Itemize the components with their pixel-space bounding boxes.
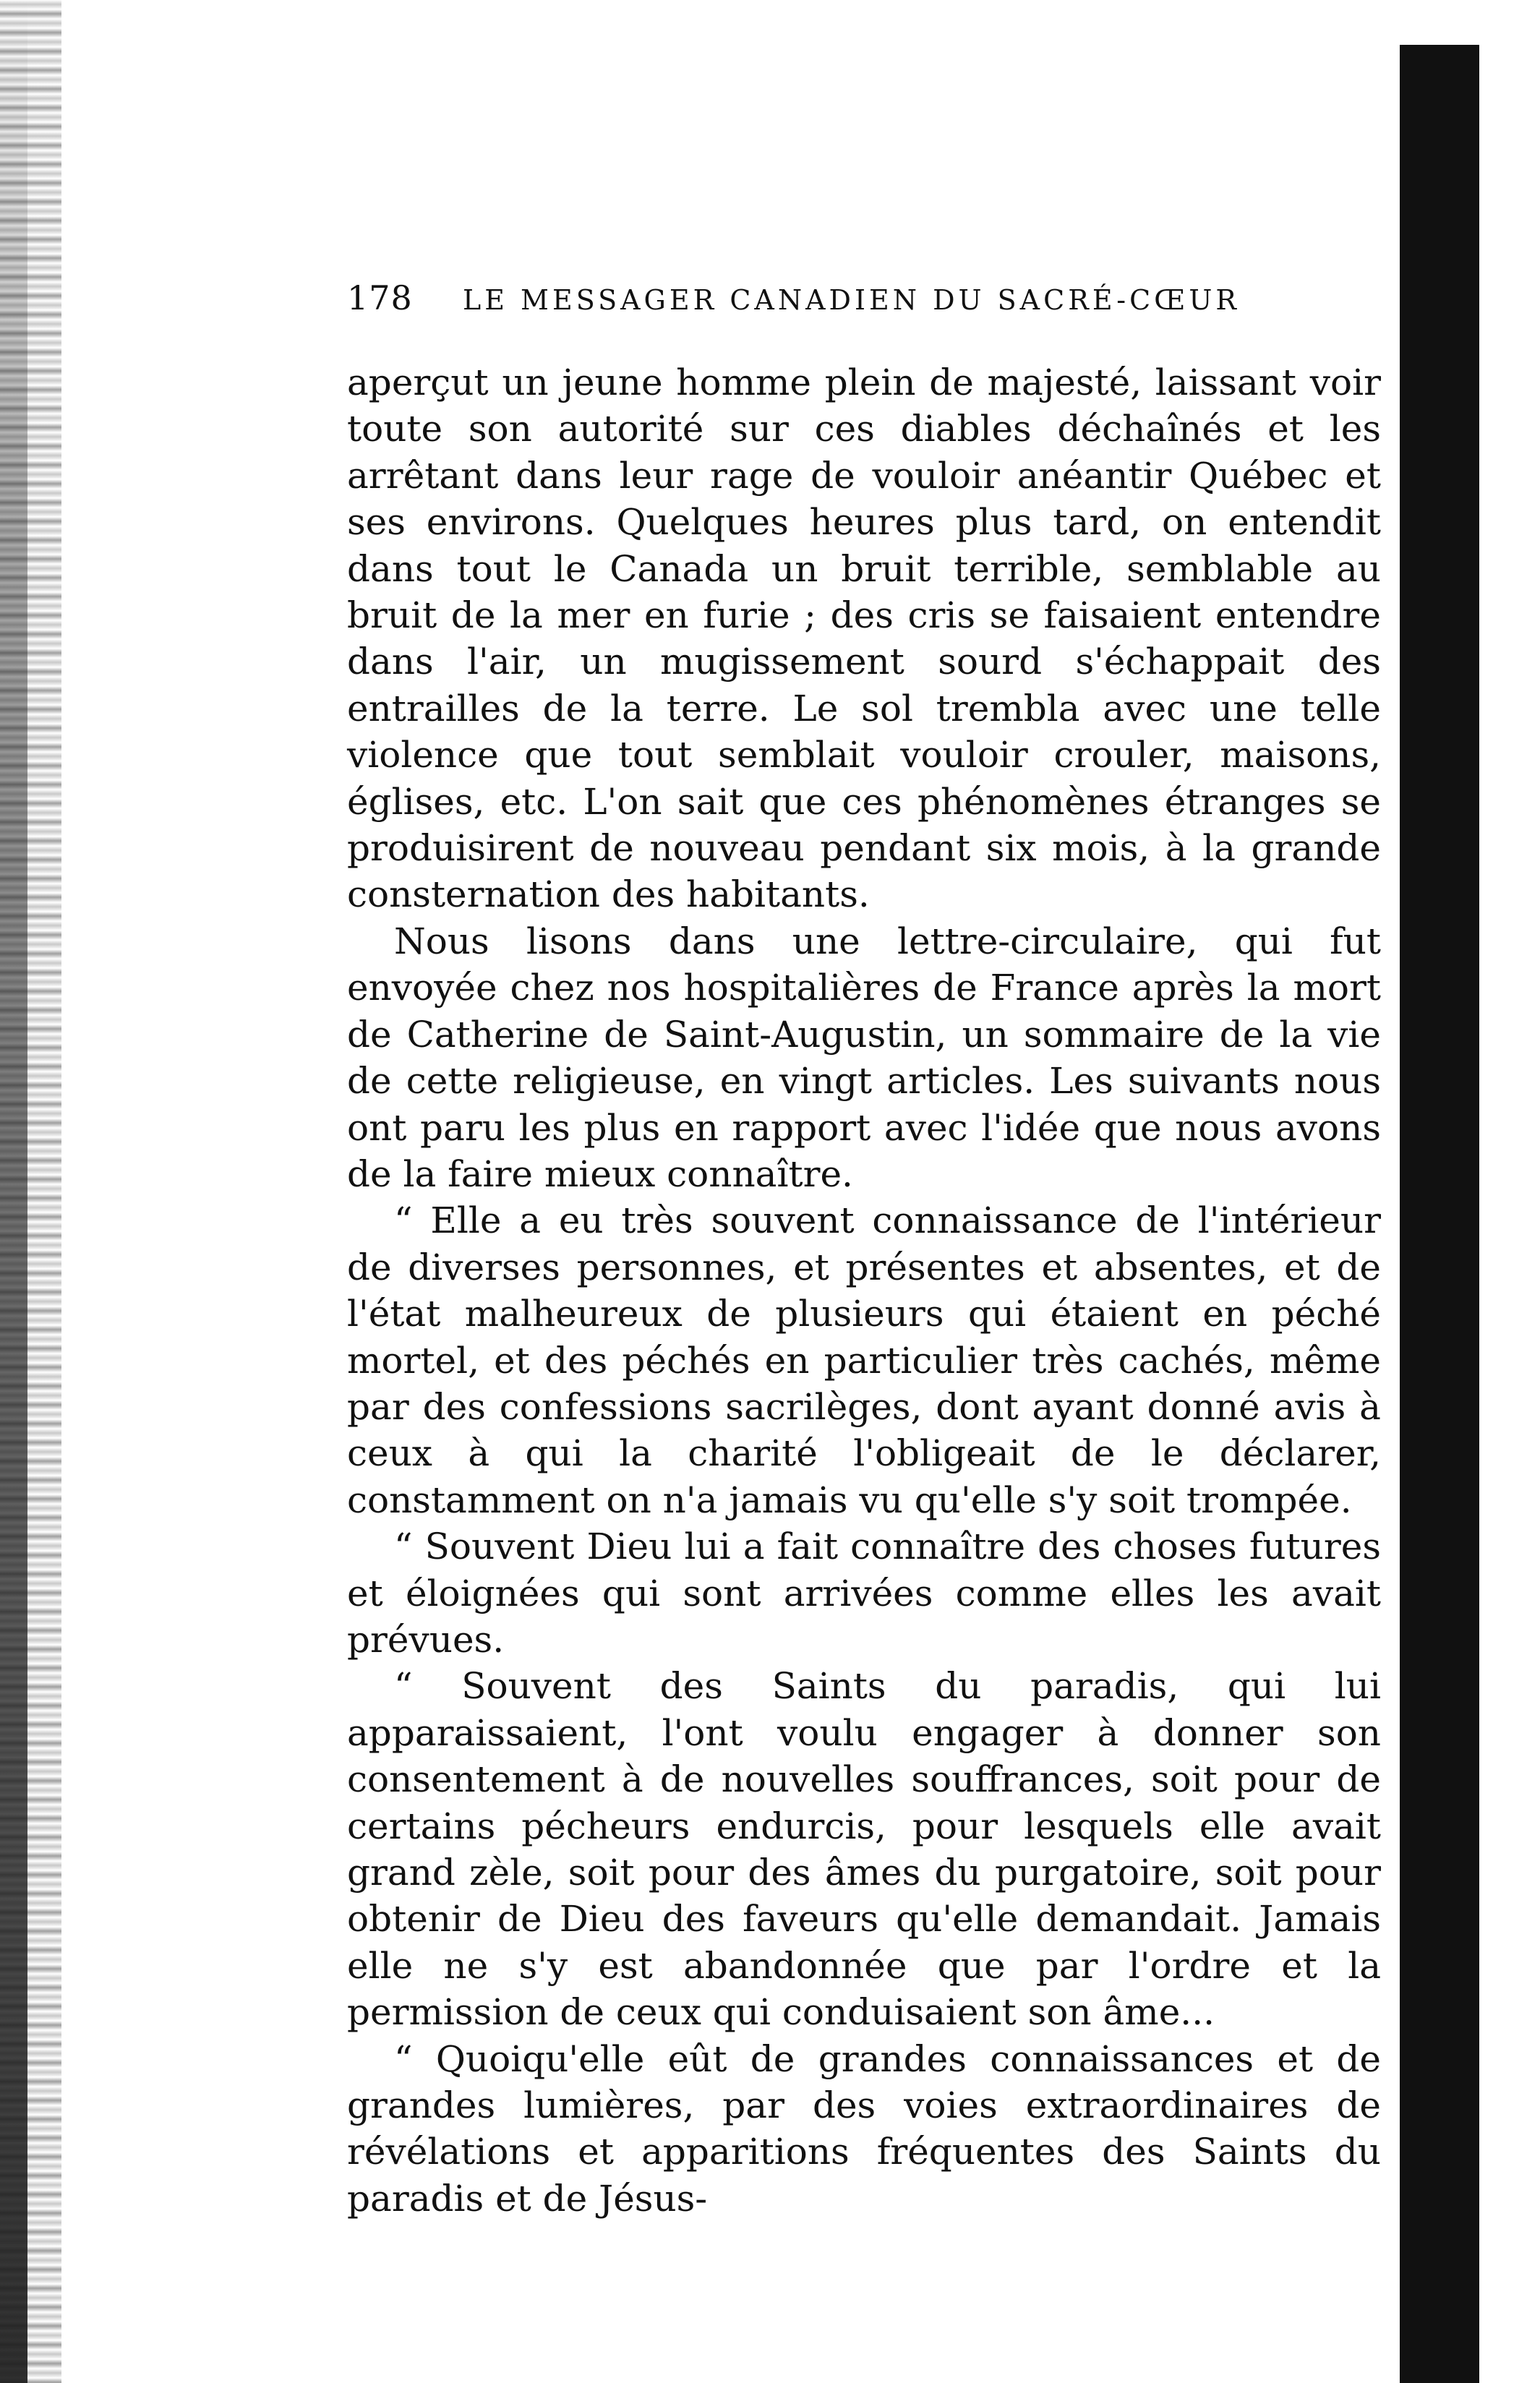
running-title: LE MESSAGER CANADIEN DU SACRÉ-CŒUR [463,284,1241,316]
page-number: 178 [347,278,413,317]
paragraph-quote-interior: “ Elle a eu très souvent connaissance de l'intérieur de diverses personnes, et présentes et absentes, et de l'état malheureux de plusieurs qui étaient en péché mortel, et des péchés en particulier très cachés, même par des confessions sacrilèges, dont ayant donné avis à ceux à qui la charité l'obligeait de le déclarer, constamment on n'a jamais vu qu'elle s'y soit trompée. [347,1199,1381,1521]
paragraph-quote-saints: “ Souvent des Saints du paradis, qui lui apparaissaient, l'ont voulu engager à donner son consentement à de nouvelles souffrances, soit pour de certains pécheurs endurcis, pour lesquels elle avait grand zèle, soit pour des âmes du purgatoire, soit pour obtenir de Dieu des faveurs qu'elle demandait. Jamais elle ne s'y est abandonnée que par l'ordre et la permission de ceux qui conduisaient son âme... [347,1665,1381,2034]
scan-right-binding-bar [1400,45,1479,2383]
scan-left-edge-shadow [0,0,61,2383]
paragraph-quote-future: “ Souvent Dieu lui a fait connaître des choses futures et éloignées qui sont arrivées comme elles les avait prévues. [347,1526,1381,1661]
book-page [347,278,1395,2220]
page-body [347,359,1381,2222]
paragraph-quote-knowledge: “ Quoiqu'elle eût de grandes connaissances et de grandes lumières, par des voies extraordinaires de révélations et apparitions fréquentes des Saints du paradis et de Jésus- [347,2037,1381,2220]
paragraph-continuation: aperçut un jeune homme plein de majesté, laissant voir toute son autorité sur ces diables déchaînés et les arrêtant dans leur rage de vouloir anéantir Québec et ses environs. Quelques heures plus tard, on entendit dans tout le Canada un bruit terrible, semblable au bruit de la mer en furie ; des cris se faisaient entendre dans l'air, un mugissement sourd s'échappait des entrailles de la terre. Le sol trembla avec une telle violence que tout semblait vouloir crouler, maisons, églises, etc. L'on sait que ces phénomènes étranges se produisirent de nouveau pendant six mois, à la grande consternation des habitants. [347,361,1381,916]
paragraph-circular-letter: Nous lisons dans une lettre-circulaire, qui fut envoyée chez nos hospitalières de France après la mort de Catherine de Saint-Augustin, un sommaire de la vie de cette religieuse, en vingt articles. Les suivants nous ont paru les plus en rapport avec l'idée que nous avons de la faire mieux connaître. [347,920,1381,1195]
page-header [347,278,1395,329]
